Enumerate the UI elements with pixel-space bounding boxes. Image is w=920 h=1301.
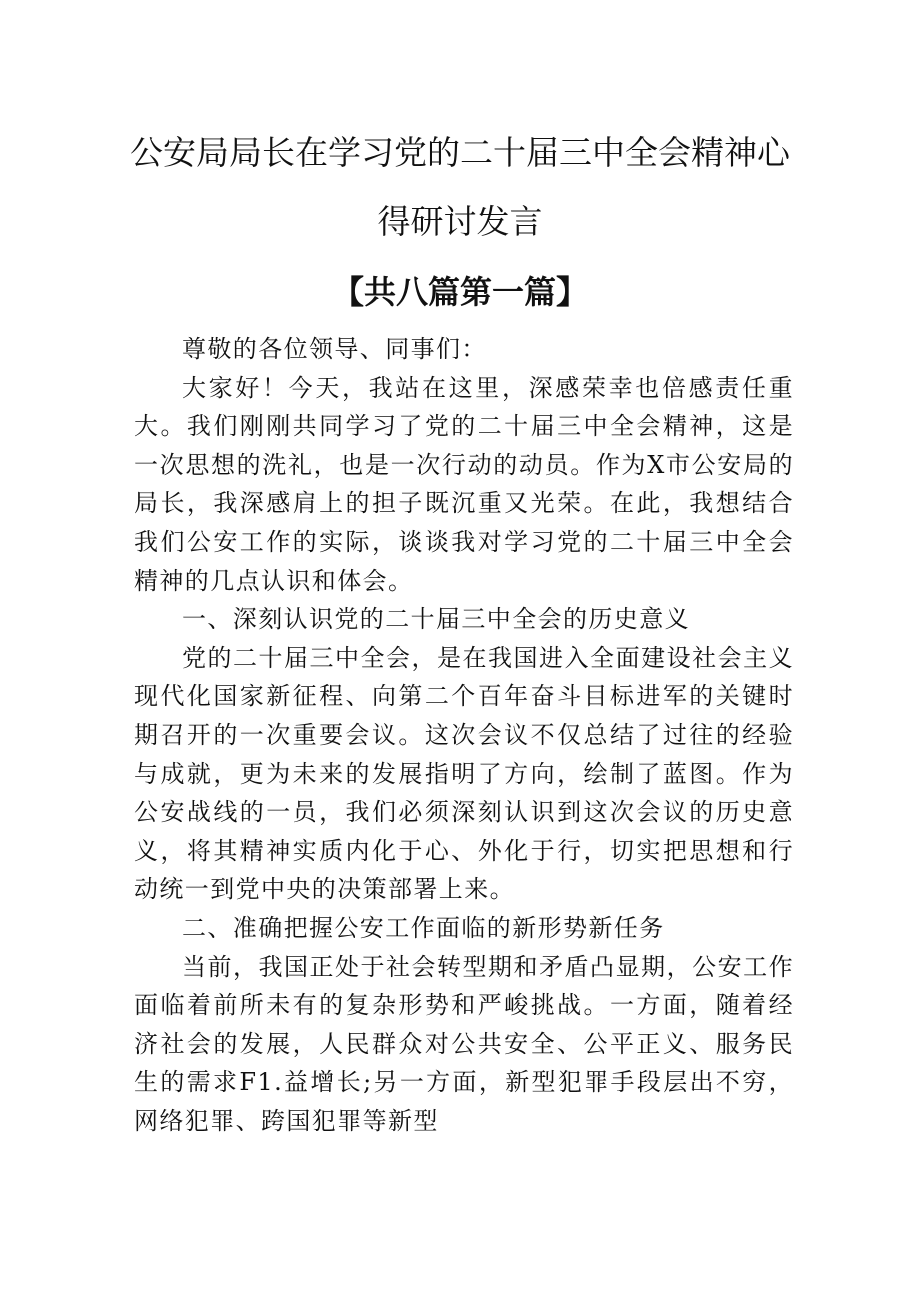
document-subtitle: 【共八篇第一篇】 bbox=[331, 273, 588, 311]
salutation-paragraph: 尊敬的各位领导、同事们： bbox=[182, 335, 487, 363]
section-heading-2: 二、准确把握公安工作面临的新形势新任务 bbox=[182, 913, 665, 942]
document-title-line-1: 公安局局长在学习党的二十届三中全会精神心 bbox=[130, 133, 790, 172]
section-1-paragraph: 党的二十届三中全会，是在我国进入全面建设社会主义现代化国家新征程、向第二个百年奋斗目标进军的关键时期召开的一次重要会议。这次会议不仅总结了过往的经验与成就，更为未来的发展指明了方向，绘制了蓝图。作为公安战线的一员，我们必须深刻认识到这次会议的历史意义，将其精神实质内化于心、外化于行，切实把思想和行动统一到党中央的决策部署上来。 bbox=[134, 643, 794, 904]
document-title-line-2: 得研讨发言 bbox=[377, 202, 543, 241]
section-heading-1: 一、深刻认识党的二十届三中全会的历史意义 bbox=[182, 605, 690, 634]
intro-paragraph: 大家好！今天，我站在这里，深感荣幸也倍感责任重大。我们刚刚共同学习了党的二十届三中全会精神，这是一次思想的洗礼，也是一次行动的动员。作为X市公安局的局长，我深感肩上的担子既沉重又光荣。在此，我想结合我们公安工作的实际，谈谈我对学习党的二十届三中全会精神的几点认识和体会。 bbox=[134, 373, 794, 595]
section-2-paragraph: 当前，我国正处于社会转型期和矛盾凸显期，公安工作面临着前所未有的复杂形势和严峻挑战。一方面，随着经济社会的发展，人民群众对公共安全、公平正义、服务民生的需求F1.益增长;另一方面，新型犯罪手段层出不穷，网络犯罪、跨国犯罪等新型 bbox=[134, 952, 794, 1135]
document-body bbox=[134, 330, 794, 1140]
